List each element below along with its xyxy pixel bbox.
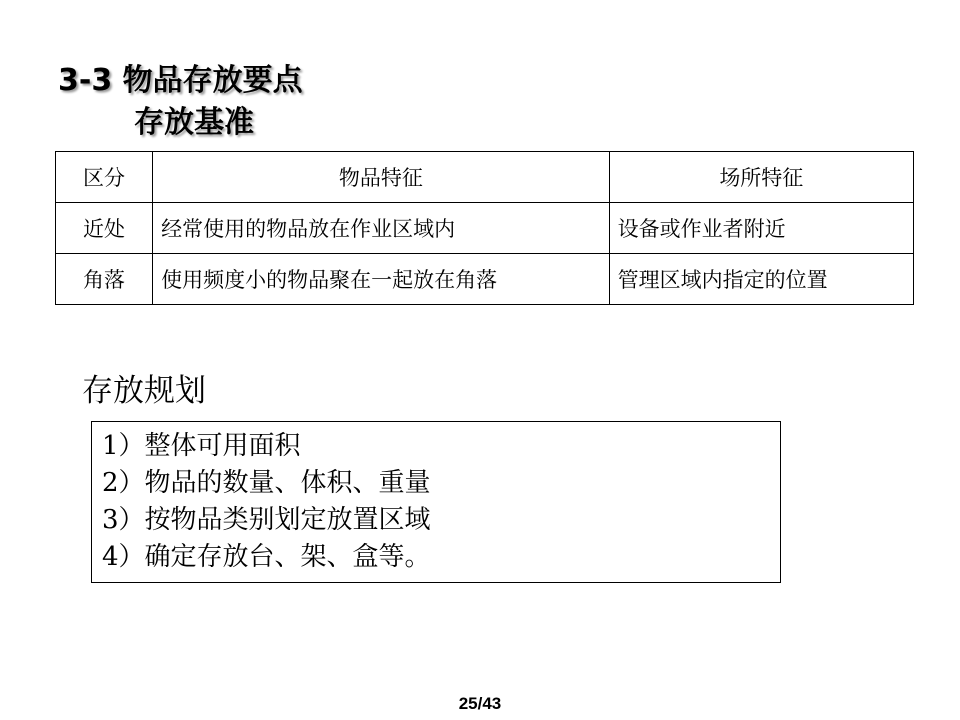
cell-category: 角落 bbox=[56, 254, 153, 305]
list-item: 1）整体可用面积 bbox=[102, 431, 301, 461]
cell-item-features: 经常使用的物品放在作业区域内 bbox=[153, 203, 610, 254]
storage-criteria-table bbox=[55, 151, 914, 305]
list-item: 2）物品的数量、体积、重量 bbox=[102, 468, 431, 498]
cell-location-features: 设备或作业者附近 bbox=[609, 203, 913, 254]
subsection-heading: 存放基准 bbox=[134, 105, 254, 140]
list-item: 4）确定存放台、架、盒等。 bbox=[102, 542, 431, 572]
slide-title bbox=[58, 60, 303, 144]
cell-location-features: 管理区域内指定的位置 bbox=[609, 254, 913, 305]
cell-item-features: 使用频度小的物品聚在一起放在角落 bbox=[153, 254, 610, 305]
header-location-features: 场所特征 bbox=[609, 152, 913, 203]
table-row bbox=[56, 254, 914, 305]
table-row bbox=[56, 203, 914, 254]
plan-heading: 存放规划 bbox=[82, 373, 206, 409]
list-item: 3）按物品类别划定放置区域 bbox=[102, 505, 431, 535]
table-header-row bbox=[56, 152, 914, 203]
plan-list-box bbox=[91, 421, 781, 583]
cell-category: 近处 bbox=[56, 203, 153, 254]
page-number: 25/43 bbox=[458, 694, 502, 713]
section-heading: 3-3 物品存放要点 bbox=[58, 63, 303, 98]
header-item-features: 物品特征 bbox=[153, 152, 610, 203]
header-category: 区分 bbox=[56, 152, 153, 203]
